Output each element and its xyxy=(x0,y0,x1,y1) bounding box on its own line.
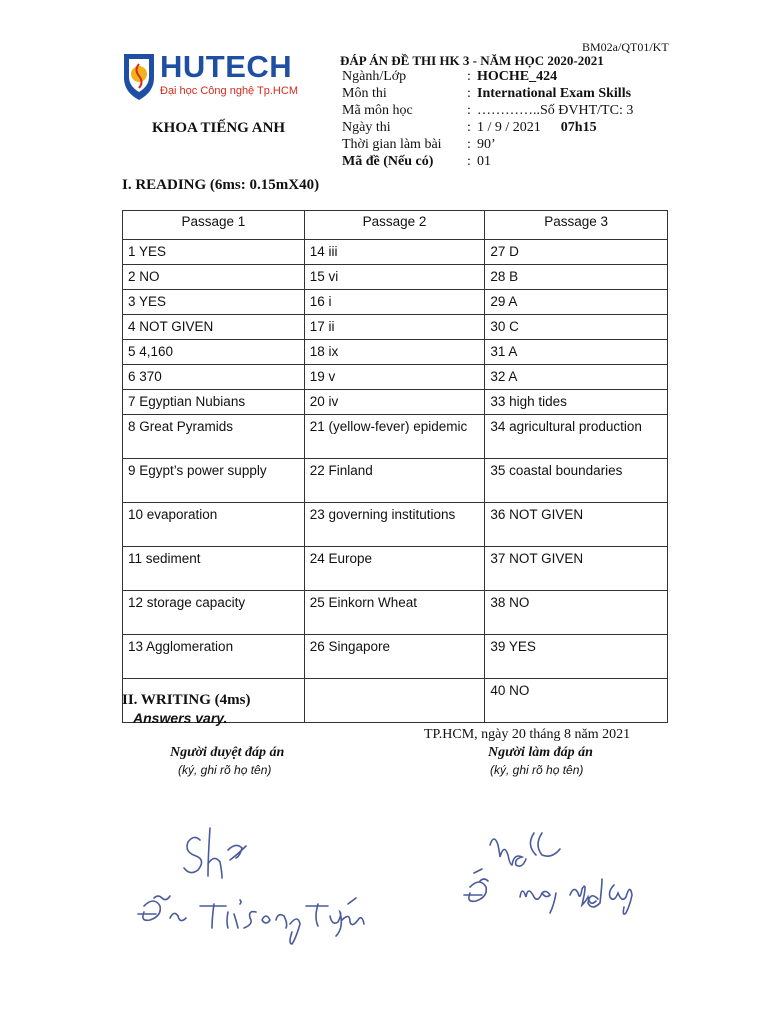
table-row xyxy=(123,459,668,503)
approver-signature xyxy=(130,820,370,950)
subject-name: International Exam Skills xyxy=(477,86,632,101)
info-row-class xyxy=(342,69,633,86)
answer-cell: 31 A xyxy=(485,340,668,365)
answer-cell: 1 YES xyxy=(123,240,305,265)
table-row xyxy=(123,390,668,415)
table-row xyxy=(123,315,668,340)
answer-cell: 39 YES xyxy=(485,635,668,679)
info-colon: : xyxy=(467,86,471,101)
table-row xyxy=(123,503,668,547)
exam-title: ĐÁP ÁN ĐỀ THI HK 3 - NĂM HỌC 2020-2021 xyxy=(340,53,604,68)
column-header: Passage 3 xyxy=(485,211,668,240)
answer-cell: 2 NO xyxy=(123,265,305,290)
table-row xyxy=(123,290,668,315)
table-row xyxy=(123,547,668,591)
answer-cell: 23 governing institutions xyxy=(304,503,485,547)
answer-cell: 5 4,160 xyxy=(123,340,305,365)
svg-text:Đại học Công nghệ Tp.HCM: Đại học Công nghệ Tp.HCM xyxy=(160,85,298,97)
answer-cell: 17 ii xyxy=(304,315,485,340)
answer-cell: 20 iv xyxy=(304,390,485,415)
answer-cell: 16 i xyxy=(304,290,485,315)
answer-cell: 32 A xyxy=(485,365,668,390)
answer-cell: 7 Egyptian Nubians xyxy=(123,390,305,415)
info-colon: : xyxy=(467,120,471,135)
answer-cell: 30 C xyxy=(485,315,668,340)
answer-cell: 8 Great Pyramids xyxy=(123,415,305,459)
answer-cell: 40 NO xyxy=(485,679,668,723)
table-row xyxy=(123,265,668,290)
info-colon: : xyxy=(467,69,471,84)
answer-cell: 35 coastal boundaries xyxy=(485,459,668,503)
exam-time: 07h15 xyxy=(560,120,597,135)
answer-cell: 21 (yellow-fever) epidemic xyxy=(304,415,485,459)
course-code: …………..Số ĐVHT/TC: 3 xyxy=(477,103,634,118)
svg-text:HUTECH: HUTECH xyxy=(160,50,293,84)
class-code: HOCHE_424 xyxy=(477,69,558,84)
info-colon: : xyxy=(467,103,471,118)
answer-cell: 37 NOT GIVEN xyxy=(485,547,668,591)
info-row-subject xyxy=(342,86,633,103)
writing-note: Answers vary. xyxy=(133,710,228,726)
answer-cell: 19 v xyxy=(304,365,485,390)
info-label: Mã đề (Nếu có) xyxy=(342,154,434,169)
info-row-course-code xyxy=(342,103,633,120)
exam-code: 01 xyxy=(477,154,491,169)
place-date: TP.HCM, ngày 20 tháng 8 năm 2021 xyxy=(424,727,631,742)
writing-section-title: II. WRITING (4ms) xyxy=(122,692,251,708)
answer-cell: 34 agricultural production xyxy=(485,415,668,459)
answer-cell: 9 Egypt’s power supply xyxy=(123,459,305,503)
info-row-date xyxy=(342,120,633,137)
info-label: Ngành/Lớp xyxy=(342,69,407,84)
answer-cell: 26 Singapore xyxy=(304,635,485,679)
answer-cell: 29 A xyxy=(485,290,668,315)
info-label: Ngày thi xyxy=(342,120,391,135)
answer-table-header xyxy=(123,211,668,240)
reading-section-title: I. READING (6ms: 0.15mX40) xyxy=(122,177,320,193)
exam-duration: 90’ xyxy=(477,137,496,152)
info-row-exam-code xyxy=(342,154,633,171)
answer-cell: 4 NOT GIVEN xyxy=(123,315,305,340)
info-colon: : xyxy=(467,154,471,169)
maker-title: Người làm đáp án xyxy=(488,745,593,760)
answer-table xyxy=(122,210,668,723)
answer-cell: 33 high tides xyxy=(485,390,668,415)
answer-cell: 24 Europe xyxy=(304,547,485,591)
maker-note: (ký, ghi rõ họ tên) xyxy=(490,763,584,777)
info-label: Mã môn học xyxy=(342,103,413,118)
info-label: Môn thi xyxy=(342,86,387,101)
approver-title: Người duyệt đáp án xyxy=(170,745,285,760)
answer-cell: 28 B xyxy=(485,265,668,290)
answer-cell: 14 iii xyxy=(304,240,485,265)
table-row xyxy=(123,240,668,265)
approver-note: (ký, ghi rõ họ tên) xyxy=(178,763,272,777)
answer-cell: 10 evaporation xyxy=(123,503,305,547)
answer-cell: 25 Einkorn Wheat xyxy=(304,591,485,635)
answer-cell: 3 YES xyxy=(123,290,305,315)
answer-cell: 27 D xyxy=(485,240,668,265)
info-label: Thời gian làm bài xyxy=(342,137,442,152)
table-row xyxy=(123,635,668,679)
table-row xyxy=(123,415,668,459)
answer-cell: 18 ix xyxy=(304,340,485,365)
info-row-duration xyxy=(342,137,633,154)
exam-info xyxy=(342,69,633,171)
table-row xyxy=(123,340,668,365)
table-row xyxy=(123,591,668,635)
answer-cell: 38 NO xyxy=(485,591,668,635)
answer-cell: 15 vi xyxy=(304,265,485,290)
column-header: Passage 2 xyxy=(304,211,485,240)
faculty-name: KHOA TIẾNG ANH xyxy=(152,120,286,136)
answer-cell: 22 Finland xyxy=(304,459,485,503)
answer-cell xyxy=(304,679,485,723)
exam-date: 1 / 9 / 2021 xyxy=(477,120,541,135)
answer-cell: 13 Agglomeration xyxy=(123,635,305,679)
answer-cell: 36 NOT GIVEN xyxy=(485,503,668,547)
answer-cell: 12 storage capacity xyxy=(123,591,305,635)
table-row xyxy=(123,365,668,390)
answer-cell: 6 370 xyxy=(123,365,305,390)
maker-signature xyxy=(430,815,660,925)
hutech-logo xyxy=(122,50,322,102)
info-colon: : xyxy=(467,137,471,152)
answer-cell: 11 sediment xyxy=(123,547,305,591)
column-header: Passage 1 xyxy=(123,211,305,240)
form-code: BM02a/QT01/KT xyxy=(582,40,669,54)
